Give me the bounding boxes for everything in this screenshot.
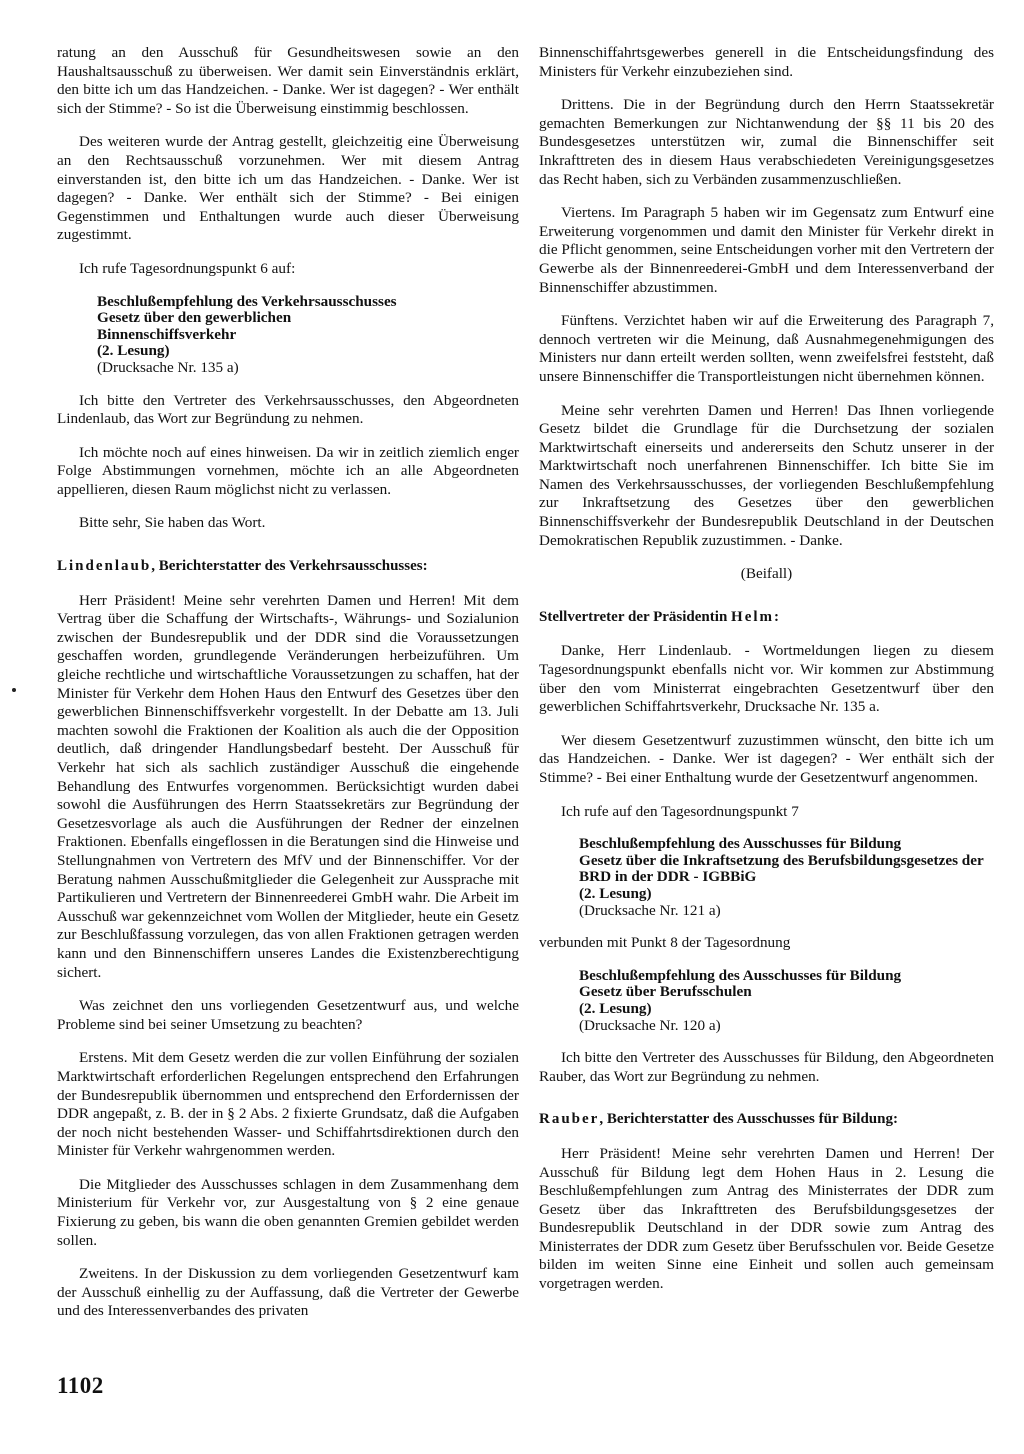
speaker-colon: : bbox=[774, 608, 780, 625]
speaker-name: Rauber bbox=[539, 1111, 600, 1128]
speaker-heading bbox=[539, 1110, 994, 1129]
paragraph: Drittens. Die in der Begründung durch den Herrn Staatssekretär gemachten Bemerkungen zur Nichtanwendung der §§ 11 bis 20 des Bundesgesetzes unterstützen wir, zumal die Binnenschiffer seit Inkrafttreten des in diesem Haus verabschiedeten Vereinigungsgesetzes das Recht haben, sich zu Verbänden zusammenzuschließen. bbox=[539, 96, 994, 188]
agenda-law: Gesetz über Berufsschulen bbox=[579, 983, 752, 1001]
paragraph: Bitte sehr, Sie haben das Wort. bbox=[79, 514, 266, 532]
speaker-role: , Berichterstatter des Ausschusses für Bildung: bbox=[599, 1111, 898, 1128]
speaker-name: Lindenlaub bbox=[57, 558, 152, 575]
agenda-reading: (2. Lesung) bbox=[579, 999, 652, 1017]
left-column bbox=[57, 44, 519, 1336]
paragraph: Ich rufe auf den Tagesordnungspunkt 7 bbox=[561, 802, 799, 820]
paragraph: Des weiteren wurde der Antrag gestellt, gleichzeitig eine Überweisung an den Rechtsausschuß vorzunehmen. Wer mit diesem Antrag einverstanden ist, den bitte ich um das Handzeichen. - Danke. Wer ist dagegen? - Danke. Wer enthält sich der Stimme? - Bei einigen Gegenstimmen und Enthaltungen wurde auch dieser Überweisung zugestimmt. bbox=[57, 133, 519, 244]
paragraph: Ich möchte noch auf eines hinweisen. Da wir in zeitlich ziemlich enger Folge Abstimmungen vornehmen, möchte ich an alle Abgeordneten appellieren, diesen Raum möglichst nicht zu verlassen. bbox=[57, 443, 519, 498]
agenda-title: Beschlußempfehlung des Ausschusses für Bildung bbox=[579, 835, 902, 853]
paragraph: Wer diesem Gesetzentwurf zuzustimmen wünscht, den bitte ich um das Handzeichen. - Danke. Wer ist dagegen? - Wer enthält sich der Stimme? - Bei einer Enthaltung wurde der Gesetzentwurf angenommen. bbox=[539, 731, 994, 786]
paragraph: Die Mitglieder des Ausschusses schlagen in dem Zusammenhang dem Ministerium für Verkehr vor, zur Ausgestaltung von § 2 eine genaue Fixierung zu geben, bis wann die oben genannten Gremien gebildet werden sollen. bbox=[57, 1175, 519, 1249]
right-column bbox=[539, 44, 994, 1309]
paragraph: verbunden mit Punkt 8 der Tagesordnung bbox=[539, 934, 791, 952]
paragraph: Fünftens. Verzichtet haben wir auf die Erweiterung des Paragraph 7, dennoch vertreten wir die Meinung, daß Ausnahmegenehmigungen des Ministers nur dann erteilt werden sollten, wenn zweifelsfrei feststeht, daß unsere Binnenschiffer die Transportleistungen nicht übernehmen können. bbox=[539, 312, 994, 385]
agenda-reading: (2. Lesung) bbox=[97, 342, 170, 360]
agenda-document-number: (Drucksache Nr. 120 a) bbox=[579, 1016, 721, 1034]
paragraph: Zweitens. In der Diskussion zu dem vorliegenden Gesetzentwurf kam der Ausschuß einhellig zu der Auffassung, daß die Vertreter der Gewerbe und des Interessenverbandes des privaten bbox=[57, 1265, 519, 1320]
paragraph: ratung an den Ausschuß für Gesundheitswesen sowie an den Haushaltsausschuß zu überweisen. Wer damit sein Einverständnis erklärt, den bitte ich um das Handzeichen. - Danke. Wer ist dagegen? - Wer enthält sich der Stimme? - So ist die Überweisung einstimmig beschlossen. bbox=[57, 44, 519, 117]
agenda-item-7 bbox=[579, 836, 994, 919]
margin-mark bbox=[12, 688, 16, 692]
speaker-heading bbox=[57, 557, 519, 576]
agenda-law: Gesetz über den gewerblichen bbox=[97, 309, 292, 327]
speaker-name: Helm bbox=[731, 608, 775, 625]
paragraph: Was zeichnet den uns vorliegenden Gesetzentwurf aus, und welche Probleme sind bei seiner Umsetzung zu beachten? bbox=[57, 997, 519, 1033]
agenda-item-6 bbox=[97, 294, 519, 377]
agenda-reading: (2. Lesung) bbox=[579, 884, 652, 902]
agenda-document-number: (Drucksache Nr. 135 a) bbox=[97, 358, 239, 376]
paragraph: Danke, Herr Lindenlaub. - Wortmeldungen liegen zu diesem Tagesordnungspunkt ebenfalls nicht vor. Wir kommen zur Abstimmung über den vom Ministerrat eingebrachten Gesetzentwurf über den gewerblichen Schiffahrtsverkehr, Drucksache Nr. 135 a. bbox=[539, 642, 994, 716]
applause-note: (Beifall) bbox=[740, 565, 793, 583]
agenda-item-8 bbox=[579, 968, 994, 1034]
paragraph: Viertens. Im Paragraph 5 haben wir im Gegensatz zum Entwurf eine Erweiterung vorgenommen und damit den Minister für Verkehr direkt in die Pflicht genommen, seine Entscheidungen vorher mit den Vertretern der Gewerbe als der Binnenreederei-GmbH und dem Interessenverband der Binnenschiffer abzustimmen. bbox=[539, 204, 994, 296]
paragraph: Herr Präsident! Meine sehr verehrten Damen und Herren! Mit dem Vertrag über die Schaffung der Wirtschafts-, Währungs- und Sozialunion zwischen der Bundesrepublik und der DDR sind die Voraussetzungen geschaffen worden, grundlegende Veränderungen herbeizuführen. Um gleiche rechtliche und wirtschaftliche Voraussetzungen zu schaffen, hat der Minister für Verkehr dem Hohen Haus den Entwurf des Gesetzes über den gewerblichen Binnenschiffsverkehr vorgestellt. In der Debatte am 13. Juli machten sowohl die Fraktionen der Koalition als auch die der Opposition deutlich, daß dringender Handlungsbedarf besteht. Der Ausschuß für Verkehr hat sich als sachlich zuständiger Ausschuß die eingehende Behandlung des Entwurfes vorgenommen. Berücksichtigt wurden dabei sowohl die Ausführungen des Herrn Staatssekretärs zur Begründung der Gesetzesvorlage als auch die Ausführungen der Redner der einzelnen Fraktionen. Ebenfalls eingeflossen in die Beratungen sind die Hinweise und Stellungnahmen von Vertretern des MfV und der Binnenschiffer. Vor der Beratung nahmen Ausschußmitglieder die Gelegenheit zur Aussprache mit Partikulieren und Vertretern der Binnenreederei GmbH wahr. Die Arbeit im Ausschuß war gekennzeichnet vom Wollen der Mitglieder, heute ein Gesetz zur Beschlußfassung vorzulegen, das von allen Fraktionen getragen werden kann und den Binnenschiffern unseres Landes die Existenzberechtigung sichert. bbox=[57, 591, 519, 981]
paragraph: Ich rufe Tagesordnungspunkt 6 auf: bbox=[79, 259, 296, 277]
speaker-role: Stellvertreter der Präsidentin bbox=[539, 608, 732, 625]
speaker-role: , Berichterstatter des Verkehrsausschusses: bbox=[151, 558, 428, 575]
agenda-law: Binnenschiffsverkehr bbox=[97, 325, 237, 343]
paragraph: Ich bitte den Vertreter des Verkehrsausschusses, den Abgeordneten Lindenlaub, das Wort zur Begründung zu nehmen. bbox=[57, 391, 519, 428]
paragraph: Meine sehr verehrten Damen und Herren! Das Ihnen vorliegende Gesetz bildet die Grundlage für die Durchsetzung der sozialen Marktwirtschaft einerseits und andererseits den Schutz unserer in der Marktwirtschaft noch unerfahrenen Binnenschiffer. Ich bitte Sie im Namen des Verkehrsausschusses, der vorliegenden Beschlußempfehlung zur Inkraftsetzung des Gesetzes über den gewerblichen Binnenschiffsverkehr der Bundesrepublik Deutschland in der Deutschen Demokratischen Republik zuzustimmen. - Danke. bbox=[539, 401, 994, 549]
agenda-document-number: (Drucksache Nr. 121 a) bbox=[579, 901, 721, 919]
paragraph: Herr Präsident! Meine sehr verehrten Damen und Herren! Der Ausschuß für Bildung legt dem Hohen Haus in 2. Lesung die Beschlußempfehlungen zum Antrag des Ministerrates der DDR zum Gesetz über das Inkrafttreten des Berufsbildungsgesetzes der Bundesrepublik Deutschland in der DDR sowie zum Antrag des Ministerrates der DDR zum Gesetz über Berufsschulen vor. Beide Gesetze bilden im weiten Sinne eine Einheit und sollen auch gemeinsam vorgetragen werden. bbox=[539, 1144, 994, 1293]
agenda-law: Gesetz über die Inkraftsetzung des Berufsbildungsgesetzes der BRD in der DDR - IGBBiG bbox=[579, 851, 984, 886]
agenda-title: Beschlußempfehlung des Verkehrsausschusses bbox=[97, 292, 397, 310]
agenda-title: Beschlußempfehlung des Ausschusses für Bildung bbox=[579, 966, 902, 984]
paragraph: Binnenschiffahrtsgewerbes generell in die Entscheidungsfindung des Ministers für Verkehr einzubeziehen sind. bbox=[539, 44, 994, 80]
paragraph: Erstens. Mit dem Gesetz werden die zur vollen Einführung der sozialen Marktwirtschaft erforderlichen Regelungen entsprechend den Erfahrungen der Bundesrepublik übernommen und entsprechend den Erfordernissen der DDR angepaßt, z. B. der in § 2 Abs. 2 fixierte Grundsatz, daß die Aufgaben der noch nicht bestehenden Wasser- und Schiffahrtsdirektionen durch den Minister für Verkehr wahrgenommen werden. bbox=[57, 1049, 519, 1160]
paragraph: Ich bitte den Vertreter des Ausschusses für Bildung, den Abgeordneten Rauber, das Wort zur Begründung zu nehmen. bbox=[539, 1049, 994, 1085]
page-number: 1102 bbox=[57, 1373, 104, 1398]
speaker-heading bbox=[539, 608, 994, 627]
